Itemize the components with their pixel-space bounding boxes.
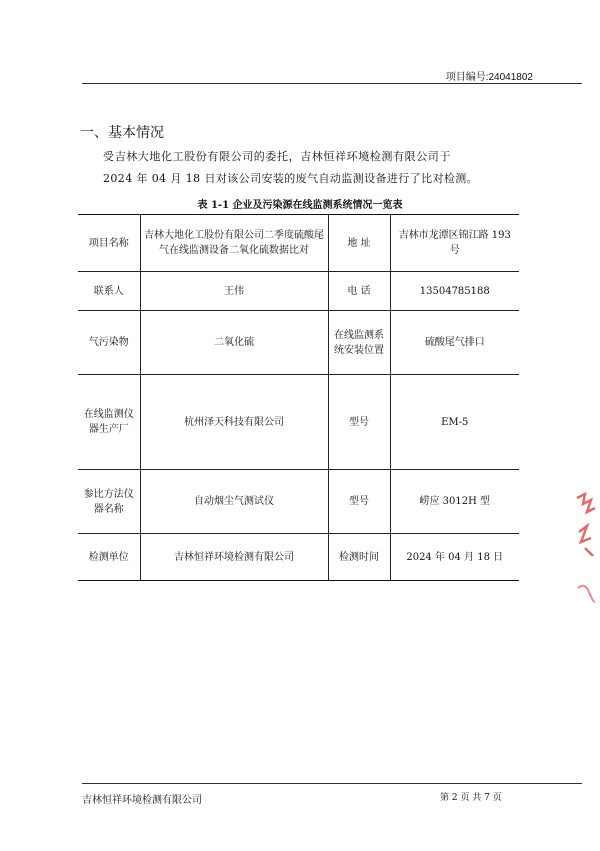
row-label: 地 址 [328, 215, 390, 272]
row-value: 13504785188 [390, 272, 519, 311]
table-title: 表 1-1 企业及污染源在线监测系统情况一览表 [197, 200, 403, 211]
row-label: 气污染物 [78, 311, 140, 375]
row-label: 检测时间 [328, 534, 390, 581]
red-seal-stamp [573, 490, 600, 620]
row-label: 电 话 [328, 272, 390, 311]
row-value: 2024 年 04 月 18 日 [390, 534, 519, 581]
table-row [78, 375, 519, 470]
section-title: 一、基本情况 [80, 125, 164, 141]
footer-company: 吉林恒祥环境检测有限公司 [82, 795, 202, 806]
row-label: 型号 [328, 375, 390, 470]
row-label: 检测单位 [78, 534, 140, 581]
project-number: 项目编号:24041802 [445, 72, 533, 83]
row-label: 项目名称 [78, 215, 140, 272]
table-row [78, 215, 519, 272]
intro-line-1: 受吉林大地化工股份有限公司的委托，吉林恒祥环境检测有限公司于 [103, 150, 451, 163]
row-value: 杭州泽天科技有限公司 [140, 375, 328, 470]
info-table [78, 214, 519, 581]
row-value: 二氧化硫 [140, 311, 328, 375]
row-label: 联系人 [78, 272, 140, 311]
row-label: 型号 [328, 470, 390, 534]
table-row [78, 534, 519, 581]
row-value: 硫酸尾气排口 [390, 311, 519, 375]
row-label: 在线监测系统安装位置 [328, 311, 390, 375]
row-label: 参比方法仪器名称 [78, 470, 140, 534]
row-value: 王伟 [140, 272, 328, 311]
row-value: 崂应 3012H 型 [390, 470, 519, 534]
row-value: EM-5 [390, 375, 519, 470]
footer-rule [82, 783, 582, 784]
row-value: 吉林大地化工股份有限公司二季度硫酸尾气在线监测设备二氧化硫数据比对 [140, 215, 328, 272]
table-row [78, 311, 519, 375]
intro-line-2: 2024 年 04 月 18 日对该公司安装的废气自动监测设备进行了比对检测。 [103, 172, 479, 185]
header-rule [82, 83, 582, 84]
row-value: 自动烟尘气测试仪 [140, 470, 328, 534]
page-number: 第 2 页 共 7 页 [440, 793, 502, 803]
row-label: 在线监测仪器生产厂 [78, 375, 140, 470]
table-row [78, 470, 519, 534]
row-value: 吉林市龙潭区锦江路 193 号 [390, 215, 519, 272]
table-row [78, 272, 519, 311]
row-value: 吉林恒祥环境检测有限公司 [140, 534, 328, 581]
